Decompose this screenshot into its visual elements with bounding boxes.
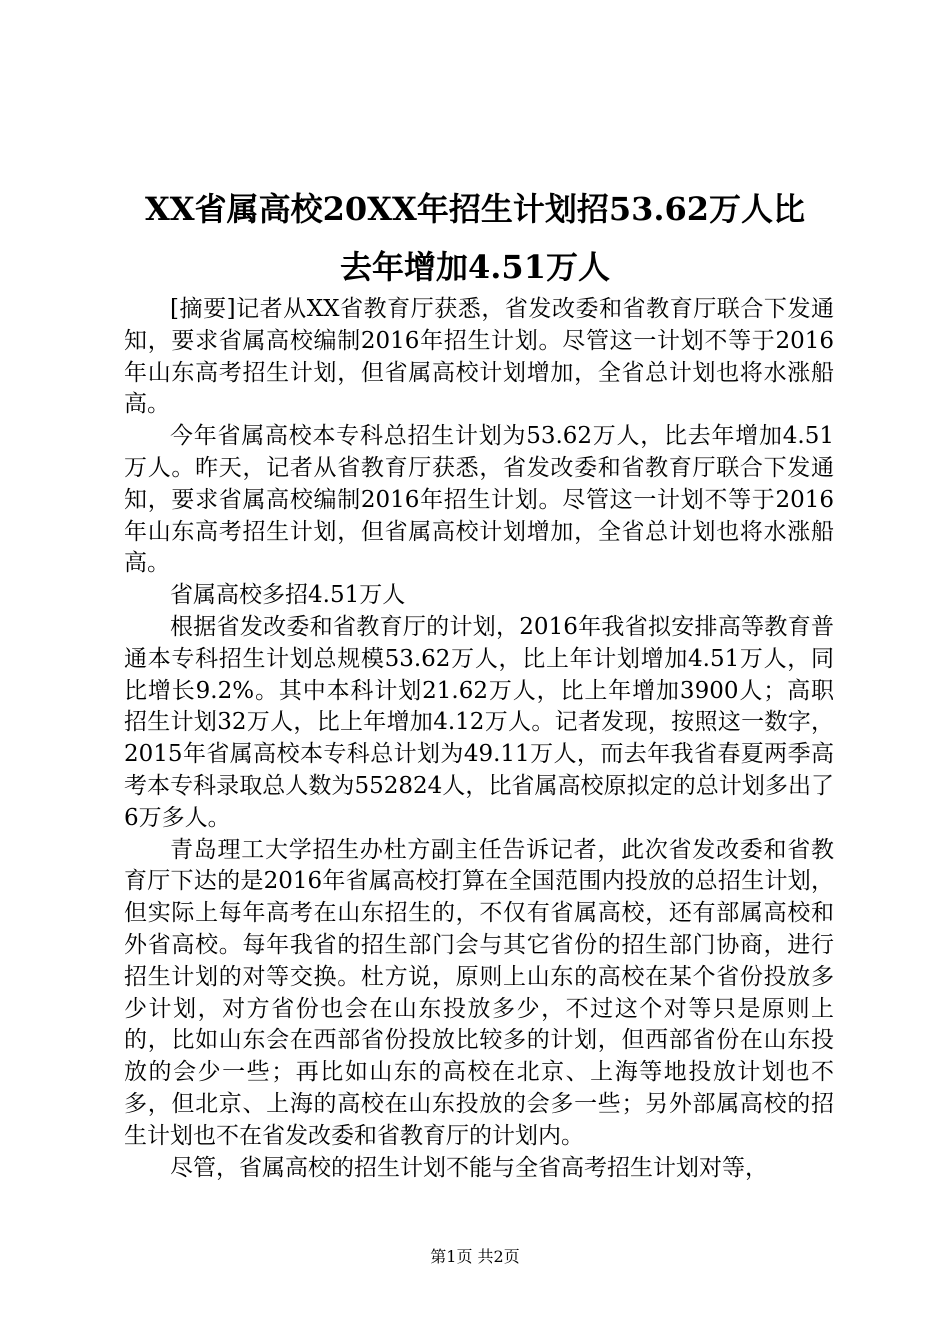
section-heading: 省属高校多招4.51万人 — [170, 582, 406, 609]
page-footer: 第1页 共2页 — [430, 1247, 520, 1266]
paragraph-intro: 今年省属高校本专科总招生计划为53.62万人，比去年增加4.51万人。昨天，记者从省教育厅获悉，省发改委和省教育厅联合下发通知，要求省属高校编制2016年招生计划。尽管这一计划不等于2016年山东高考招生计划，但省属高校计划增加，全省总计划也将水涨船高。 — [124, 423, 834, 577]
paragraph-abstract: [摘要]记者从XX省教育厅获悉，省发改委和省教育厅联合下发通知，要求省属高校编制2016年招生计划。尽管这一计划不等于2016年山东高考招生计划，但省属高校计划增加，全省总计划也将水涨船高。 — [124, 296, 834, 418]
paragraph-interview: 青岛理工大学招生办杜方副主任告诉记者，此次省发改委和省教育厅下达的是2016年省属高校打算在全国范围内投放的总招生计划，但实际上每年高考在山东招生的，不仅有省属高校，还有部属高校和外省高校。每年我省的招生部门会与其它省份的招生部门协商，进行招生计划的对等交换。杜方说，原则上山东的高校在某个省份投放多少计划，对方省份也会在山东投放多少，不过这个对等只是原则上的，比如山东会在西部省份投放比较多的计划，但西部省份在山东投放的会少一些；再比如山东的高校在北京、上海等地投放计划也不多，但北京、上海的高校在山东投放的会多一些；另外部属高校的招生计划也不在省发改委和省教育厅的计划内。 — [124, 836, 834, 1149]
document-body — [124, 294, 834, 1184]
paragraph-continued: 尽管，省属高校的招生计划不能与全省高考招生计划对等， — [170, 1154, 768, 1181]
paragraph-plan: 根据省发改委和省教育厅的计划，2016年我省拟安排高等教育普通本专科招生计划总规模53.62万人，比上年计划增加4.51万人，同比增长9.2%。其中本科计划21.62万人，比上年增加3900人；高职招生计划32万人，比上年增加4.12万人。记者发现，按照这一数字，2015年省属高校本专科总计划为49.11万人，而去年我省春夏两季高考本专科录取总人数为552824人，比省属高校原拟定的总计划多出了6万多人。 — [124, 613, 834, 831]
title-line-2: 去年增加4.51万人 — [340, 248, 610, 286]
document-title — [110, 180, 840, 296]
title-line-1: XX省属高校20XX年招生计划招53.62万人比 — [144, 190, 806, 228]
